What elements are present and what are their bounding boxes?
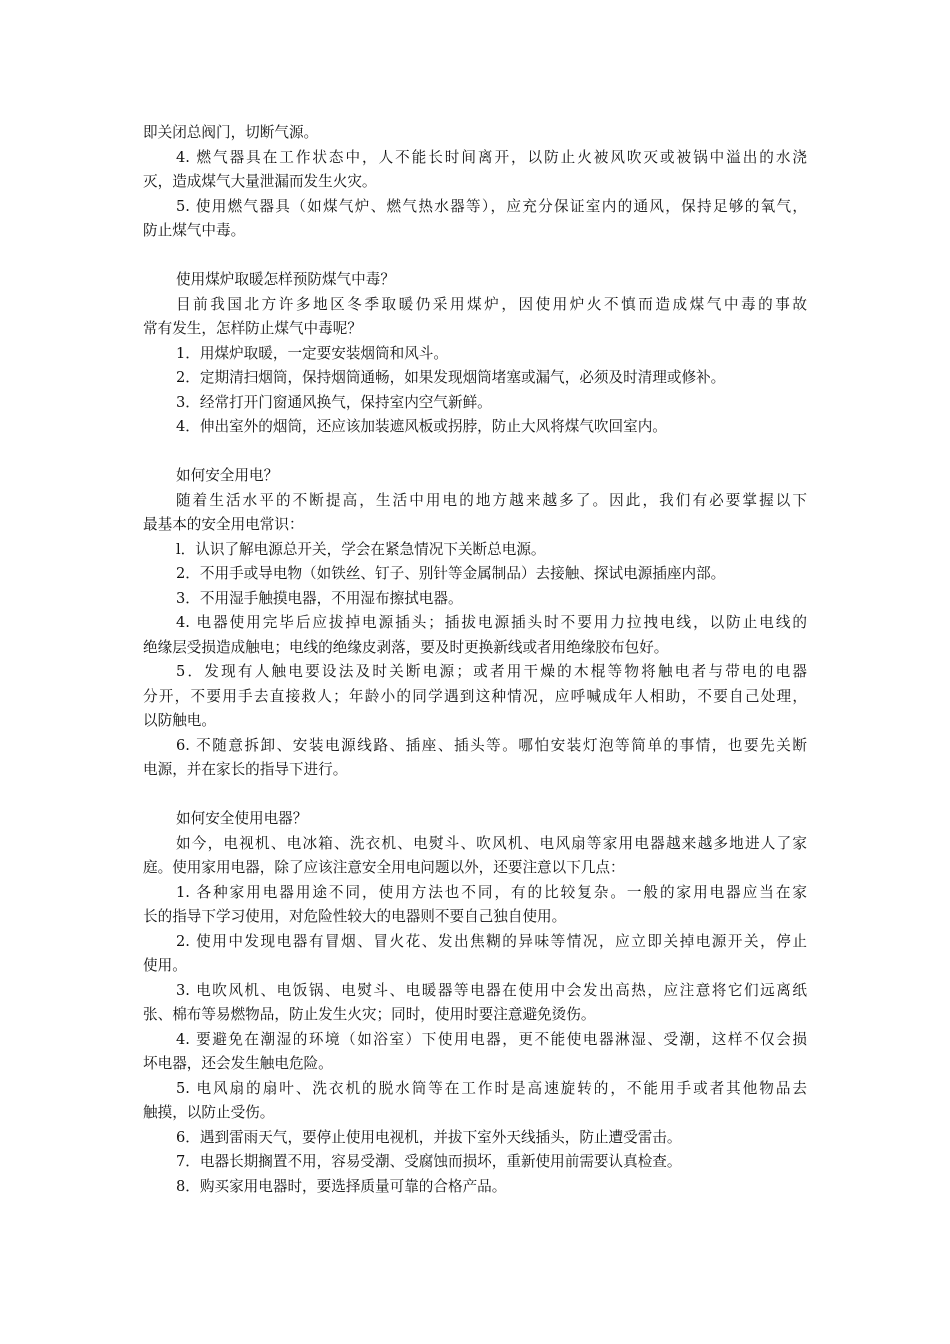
paragraph <box>143 121 807 146</box>
paragraph <box>143 562 807 587</box>
paragraph <box>143 930 807 979</box>
paragraph <box>143 293 807 342</box>
paragraph <box>143 611 807 660</box>
text-line: 4. 燃气器具在工作状态中，人不能长时间离开，以防止火被风吹灭或被锅中溢出的水浇 <box>176 148 807 166</box>
text-line: 最基本的安全用电常识： <box>143 516 304 533</box>
paragraph <box>143 1077 807 1126</box>
paragraph <box>143 391 807 416</box>
text-line: 目前我国北方许多地区冬季取暖仍采用煤炉，因使用炉火不慎而造成煤气中毒的事故 <box>176 295 807 313</box>
text-line: 触摸，以防止受伤。 <box>143 1104 275 1121</box>
text-line: 3. 电吹风机、电饭锅、电熨斗、电暖器等电器在使用中会发出高热，应注意将它们远离纸 <box>176 981 807 999</box>
text-line: 即关闭总阀门，切断气源。 <box>143 124 319 141</box>
paragraph <box>143 1126 807 1151</box>
paragraph <box>143 366 807 391</box>
text-line: 长的指导下学习使用，对危险性较大的电器则不要自己独自使用。 <box>143 908 567 925</box>
text-line: 以防触电。 <box>143 712 216 729</box>
text-line: 5. 使用燃气器具（如煤气炉、燃气热水器等），应充分保证室内的通风，保持足够的氧气， <box>176 197 807 215</box>
paragraph <box>143 881 807 930</box>
text-line: 使用。 <box>143 957 187 974</box>
section-spacer <box>143 783 807 808</box>
text-line: 8．购买家用电器时，要选择质量可靠的合格产品。 <box>176 1177 507 1195</box>
paragraph <box>143 587 807 612</box>
text-line: 5．发现有人触电要设法及时关断电源；或者用干燥的木棍等物将触电者与带电的电器 <box>176 663 807 680</box>
section-heading: 使用煤炉取暖怎样预防煤气中毒？ <box>176 271 395 288</box>
paragraph <box>143 979 807 1028</box>
text-line: 2．定期清扫烟筒，保持烟筒通畅，如果发现烟筒堵塞或漏气，必须及时清理或修补。 <box>176 369 726 386</box>
text-line: 坏电器，还会发生触电危险。 <box>143 1055 333 1072</box>
text-line: 4. 要避免在潮湿的环境（如浴室）下使用电器，更不能使电器淋湿、受潮，这样不仅会损 <box>176 1030 807 1048</box>
document-section <box>143 464 807 783</box>
paragraph <box>143 342 807 367</box>
section-heading: 如何安全用电？ <box>176 467 279 484</box>
text-line: 4．伸出室外的烟筒，还应该加装遮风板或拐脖，防止大风将煤气吹回室内。 <box>176 418 667 435</box>
paragraph <box>143 538 807 563</box>
text-line: 1．用煤炉取暖，一定要安装烟筒和风斗。 <box>176 344 448 362</box>
document-body <box>143 121 807 1199</box>
paragraph <box>143 734 807 783</box>
paragraph <box>143 195 807 244</box>
text-line: 3．经常打开门窗通风换气，保持室内空气新鲜。 <box>176 393 492 411</box>
text-line: 庭。使用家用电器，除了应该注意安全用电问题以外，还要注意以下几点： <box>143 859 625 876</box>
document-section <box>143 807 807 1199</box>
text-line: l．认识了解电源总开关，学会在紧急情况下关断总电源。 <box>176 540 546 558</box>
text-line: 7．电器长期搁置不用，容易受潮、受腐蚀而损坏，重新使用前需要认真检查。 <box>176 1153 682 1170</box>
text-line: 如今，电视机、电冰箱、洗衣机、电熨斗、吹风机、电风扇等家用电器越来越多地进人了家 <box>176 834 807 852</box>
section-heading: 如何安全使用电器？ <box>176 810 308 827</box>
text-line: 随着生活水平的不断提高，生活中用电的地方越来越多了。因此，我们有必要掌握以下 <box>176 491 807 509</box>
text-line: 5. 电风扇的扇叶、洗衣机的脱水筒等在工作时是高速旋转的，不能用手或者其他物品去 <box>176 1079 807 1097</box>
section-spacer <box>143 440 807 465</box>
paragraph <box>143 832 807 881</box>
text-line: 分开，不要用手去直接救人；年龄小的同学遇到这种情况，应呼喊成年人相助，不要自己处理， <box>143 687 807 705</box>
text-line: 电源，并在家长的指导下进行。 <box>143 761 348 778</box>
text-line: 常有发生，怎样防止煤气中毒呢？ <box>143 320 362 337</box>
paragraph <box>143 415 807 440</box>
text-line: 绝缘层受损造成触电；电线的绝缘皮剥落，要及时更换新线或者用绝缘胶布包好。 <box>143 638 669 656</box>
paragraph <box>143 660 807 734</box>
text-line: 6．遇到雷雨天气，要停止使用电视机，并拔下室外天线插头，防止遭受雷击。 <box>176 1128 682 1146</box>
document-section <box>143 121 807 244</box>
paragraph <box>143 1028 807 1077</box>
paragraph <box>143 146 807 195</box>
text-line: 4. 电器使用完毕后应拔掉电源插头；插拔电源插头时不要用力拉拽电线，以防止电线的 <box>176 614 807 631</box>
text-line: 灭，造成煤气大量泄漏而发生火灾。 <box>143 173 377 190</box>
text-line: 张、棉布等易燃物品，防止发生火灾；同时，使用时要注意避免烫伤。 <box>143 1006 596 1023</box>
text-line: 2．不用手或导电物（如铁丝、钉子、别针等金属制品）去接触、探试电源插座内部。 <box>176 565 726 582</box>
text-line: 6. 不随意拆卸、安装电源线路、插座、插头等。哪怕安装灯泡等简单的事情，也要先关断 <box>176 736 807 754</box>
paragraph <box>143 489 807 538</box>
text-line: 3．不用湿手触摸电器，不用湿布擦拭电器。 <box>176 589 463 607</box>
paragraph <box>143 1150 807 1175</box>
text-line: 2. 使用中发现电器有冒烟、冒火花、发出焦糊的异味等情况，应立即关掉电源开关，停止 <box>176 932 807 950</box>
section-spacer <box>143 244 807 269</box>
document-section <box>143 268 807 440</box>
text-line: 1. 各种家用电器用途不同，使用方法也不同，有的比较复杂。一般的家用电器应当在家 <box>176 883 807 901</box>
text-line: 防止煤气中毒。 <box>143 222 246 239</box>
paragraph <box>143 1175 807 1200</box>
